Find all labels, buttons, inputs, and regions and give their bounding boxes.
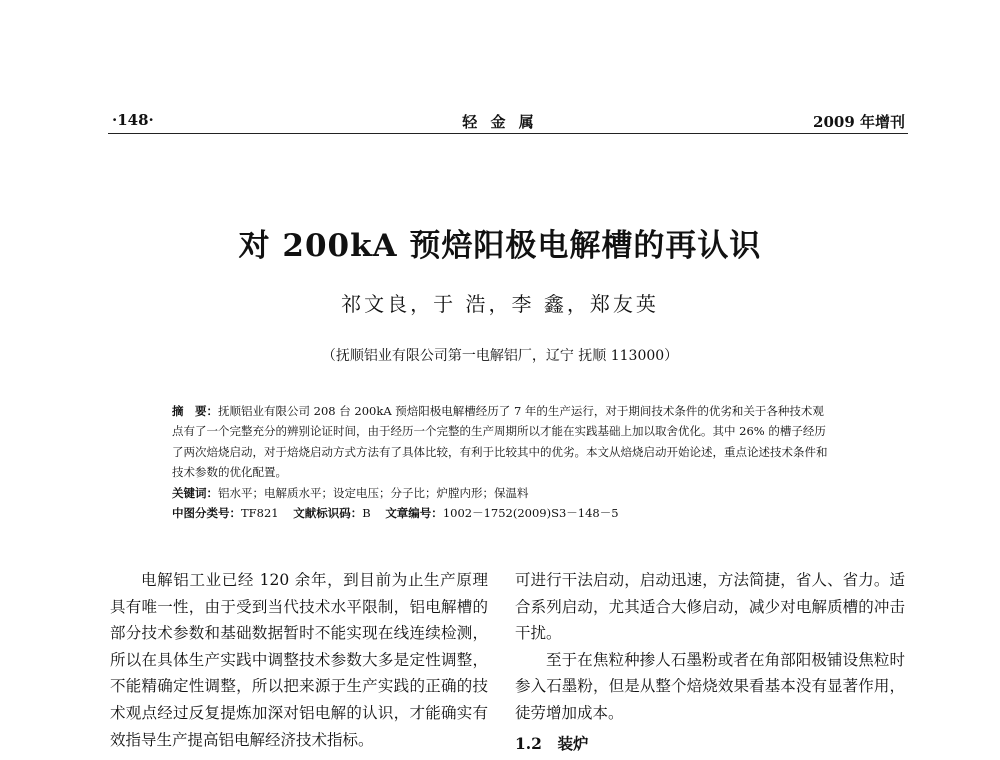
body-right-column (515, 567, 905, 757)
clc-value: TF821 (241, 506, 279, 521)
article-number-label: 文章编号： (385, 506, 443, 521)
keywords-text: 铝水平；电解质水平；设定电压；分子比；炉膛内形；保温料 (218, 485, 529, 500)
authors: 祁文良，于 浩，李 鑫，郑友英 (341, 292, 659, 316)
issue-label: 2009 年增刊 (813, 113, 905, 131)
article-number-value: 1002－1752(2009)S3－148－5 (442, 506, 619, 521)
section-heading: 1.2 装炉 (515, 733, 589, 753)
clc-label: 中图分类号： (172, 506, 241, 521)
journal-name: 轻 金 属 (462, 113, 538, 131)
paragraph: 电解铝工业已经 120 余年，到目前为止生产原理具有唯一性，由于受到当代技术水平限制，铝电解槽的部分技术参数和基础数据暂时不能实现在线连续检测，所以在具体生产实践中调整技术参数大多是定性调整，不能精确定性调整，所以把来源于生产实践的正确的技术观点经过反复提炼加深对铝电解的认识，才能确实有效指导生产提高铝电解经济技术指标。 (110, 571, 488, 749)
page-number: ·148· (112, 111, 154, 129)
keywords (172, 483, 832, 503)
body-left-column (110, 567, 488, 753)
paragraph: 可进行干法启动，启动迅速，方法简捷，省人、省力。适合系列启动，尤其适合大修启动，减少对电解质槽的冲击干扰。 (515, 571, 905, 643)
paragraph: 至于在焦粒种掺人石墨粉或者在角部阳极铺设焦粒时参入石墨粉，但是从整个焙烧效果看基本没有显著作用，徒劳增加成本。 (515, 650, 905, 722)
classification (172, 503, 832, 523)
keywords-label: 关键词： (172, 485, 218, 500)
paper-title: 对 200kA 预焙阳极电解槽的再认识 (238, 228, 762, 264)
doc-code-label: 文献标识码： (293, 506, 363, 521)
abstract-block (172, 401, 832, 523)
doc-code-value: B (362, 506, 371, 521)
affiliation: （抚顺铝业有限公司第一电解铝厂，辽宁 抚顺 113000） (321, 348, 679, 364)
header-rule (108, 133, 908, 134)
abstract-label: 摘 要： (172, 404, 218, 418)
abstract-text: 抚顺铝业有限公司 208 台 200kA 预焙阳极电解槽经历了 7 年的生产运行，对于期间技术条件的优劣和关于各种技术观点有了一个完整充分的辨别论证时间，由于经历一个完整的生产周期所以才能在实践基础上加以取舍优化。其中 26% 的槽子经历了两次焙烧启动，对于焙烧启动方式方法有了具体比较，有利于比较其中的优劣。本文从焙烧启动开始论述，重点论述技术条件和技术参数的优化配置。 (172, 404, 828, 480)
abstract (172, 401, 832, 483)
